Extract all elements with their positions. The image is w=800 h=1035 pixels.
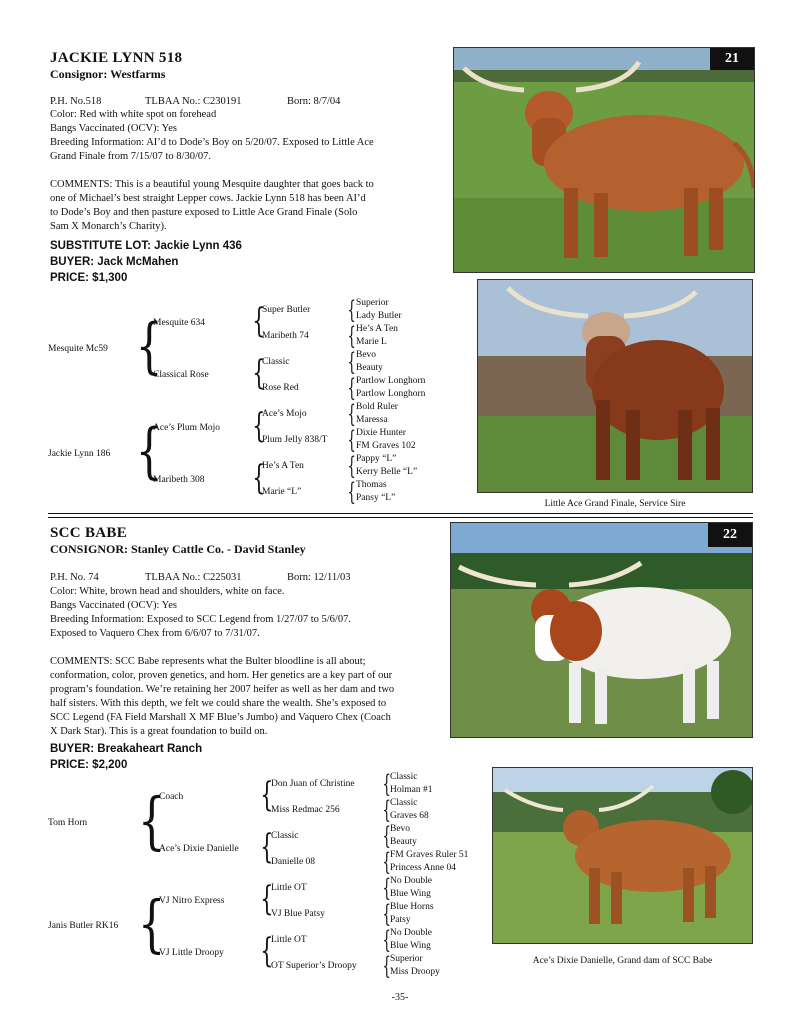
lot22-brace-g4-4: { — [382, 848, 391, 876]
lot22-brace-g4-5: { — [382, 874, 391, 902]
lot21-brace-g4-1: { — [347, 296, 356, 324]
lot22-ph-no: P.H. No. 74 — [50, 572, 99, 583]
lot22-gen3-7: Little OT — [271, 935, 307, 945]
lot22-gen4-14: Blue Wing — [390, 941, 431, 951]
lot21-gen3-5: Ace’s Mojo — [262, 409, 307, 419]
lot21-color: Color: Red with white spot on forehead — [50, 109, 217, 120]
lot22-born: Born: 12/11/03 — [287, 572, 351, 583]
lot21-gen4-5: Bevo — [356, 350, 377, 360]
section-divider-top — [48, 513, 753, 514]
lot22-tlbaa-no: TLBAA No.: C225031 — [145, 572, 242, 583]
lot22-brace-g4-3: { — [382, 822, 391, 850]
lot22-comments-line3: program’s foundation. We’re retaining her 2007 heifer as well as her dam and two — [50, 684, 395, 695]
lot22-gen4-16: Miss Droopy — [390, 967, 440, 977]
lot21-gen3-8: Marie “L” — [262, 487, 302, 497]
lot21-brace-sire: { — [135, 311, 163, 381]
lot22-pedigree-sire: Tom Horn — [48, 818, 88, 828]
lot21-gen4-13: Pappy “L” — [356, 454, 397, 464]
lot21-gen4-16: Pansy “L” — [356, 493, 396, 503]
lot21-brace-g4-3: { — [347, 348, 356, 376]
lot21-price: PRICE: $1,300 — [50, 272, 128, 284]
page-number: -35- — [391, 992, 409, 1003]
lot22-gen4-9: No Double — [390, 876, 432, 886]
lot22-brace-dam: { — [137, 887, 166, 960]
lot21-lot-number-badge: 21 — [710, 48, 754, 70]
lot22-gen2-3: VJ Nitro Express — [159, 896, 225, 906]
lot21-brace-g3-2: { — [252, 353, 266, 393]
lot22-gen3-4: Danielle 08 — [271, 857, 316, 867]
grand-dam-caption: Ace’s Dixie Danielle, Grand dam of SCC Babe — [532, 956, 713, 966]
lot21-gen3-7: He’s A Ten — [262, 461, 304, 471]
lot22-brace-g4-1: { — [382, 770, 391, 798]
lot21-pedigree-dam: Jackie Lynn 186 — [48, 449, 111, 459]
lot21-gen3-6: Plum Jelly 838/T — [262, 435, 328, 445]
lot22-gen4-13: No Double — [390, 928, 432, 938]
lot22-gen3-1: Don Juan of Christine — [271, 779, 355, 789]
lot22-gen4-10: Blue Wing — [390, 889, 431, 899]
lot21-gen4-7: Partlow Longhorn — [356, 376, 426, 386]
lot22-buyer: BUYER: Breakaheart Ranch — [50, 743, 203, 755]
lot22-comments-line6: X Dark Star). This is a great foundation to build on. — [50, 726, 268, 737]
lot22-gen4-15: Superior — [390, 954, 423, 964]
lot21-brace-g4-2: { — [347, 322, 356, 350]
lot22-comments-line2: conformation, color, proven genetics, and horn. Her genetics are a key part of our — [50, 670, 393, 681]
lot22-lot-number-badge: 22 — [708, 523, 752, 547]
lot21-comments-line1: COMMENTS: This is a beautiful young Mesquite daughter that goes back to — [50, 179, 374, 190]
lot22-gen4-6: Beauty — [390, 837, 417, 847]
lot21-gen3-4: Rose Red — [262, 383, 299, 393]
lot22-brace-g3-3: { — [260, 879, 274, 919]
lot21-brace-g4-7: { — [347, 452, 356, 480]
lot21-brace-g4-4: { — [347, 374, 356, 402]
lot21-gen2-3: Ace’s Plum Mojo — [153, 423, 221, 433]
lot21-brace-g3-1: { — [252, 301, 266, 341]
lot22-gen4-3: Classic — [390, 798, 418, 808]
lot21-consignor: Consignor: Westfarms — [50, 67, 166, 81]
lot21-gen4-14: Kerry Belle “L” — [356, 467, 418, 477]
lot21-brace-g4-5: { — [347, 400, 356, 428]
lot22-gen4-2: Holman #1 — [390, 785, 433, 795]
lot21-gen4-1: Superior — [356, 298, 389, 308]
lot22-brace-sire: { — [137, 784, 166, 857]
lot22-bangs: Bangs Vaccinated (OCV): Yes — [50, 600, 177, 611]
lot21-gen4-12: FM Graves 102 — [356, 441, 416, 451]
lot21-gen4-2: Lady Butler — [356, 311, 402, 321]
lot22-brace-g4-6: { — [382, 900, 391, 928]
lot21-breeding-line1: Breeding Information: AI’d to Dode’s Boy on 5/20/07. Exposed to Little Ace — [50, 137, 374, 148]
lot22-gen3-2: Miss Redmac 256 — [271, 805, 340, 815]
lot21-comments-line3: to Dode’s Boy and then pasture exposed to Little Ace Grand Finale (Solo — [50, 207, 358, 218]
lot22-brace-g4-2: { — [382, 796, 391, 824]
lot21-gen4-6: Beauty — [356, 363, 383, 373]
lot22-comments-line5: SCC Legend (FA Field Marshall X MF Blue’s Jumbo) and Vaquero Chex (Coach — [50, 712, 391, 723]
lot21-brace-g4-8: { — [347, 478, 356, 506]
section-divider-bottom — [48, 517, 753, 518]
lot22-gen2-2: Ace’s Dixie Danielle — [159, 844, 239, 854]
lot22-gen3-8: OT Superior’s Droopy — [271, 961, 357, 971]
lot22-brace-g4-8: { — [382, 952, 391, 980]
lot22-gen2-1: Coach — [159, 792, 184, 802]
lot22-price: PRICE: $2,200 — [50, 759, 128, 771]
lot22-consignor: CONSIGNOR: Stanley Cattle Co. - David Stanley — [50, 542, 306, 556]
lot21-title: JACKIE LYNN 518 — [50, 50, 183, 66]
lot21-gen4-11: Dixie Hunter — [356, 428, 406, 438]
lot21-brace-g3-4: { — [252, 458, 266, 498]
lot22-gen4-4: Graves 68 — [390, 811, 429, 821]
lot21-gen4-4: Marie L — [356, 337, 387, 347]
lot22-brace-g4-7: { — [382, 926, 391, 954]
lot22-breeding-line2: Exposed to Vaquero Chex from 6/6/07 to 7/31/07. — [50, 628, 260, 639]
lot22-cow-photo — [450, 522, 753, 738]
lot22-gen4-7: FM Graves Ruler 51 — [390, 850, 469, 860]
lot22-gen4-12: Patsy — [390, 915, 411, 925]
lot21-gen2-2: Classical Rose — [153, 370, 209, 380]
lot22-gen4-11: Blue Horns — [390, 902, 434, 912]
lot21-bangs: Bangs Vaccinated (OCV): Yes — [50, 123, 177, 134]
lot22-gen3-6: VJ Blue Patsy — [271, 909, 325, 919]
lot22-title: SCC BABE — [50, 525, 128, 541]
lot21-ph-no: P.H. No.518 — [50, 96, 102, 107]
lot21-comments-line4: Sam X Monarch’s Charity). — [50, 221, 167, 232]
lot22-color: Color: White, brown head and shoulders, white on face. — [50, 586, 285, 597]
lot21-tlbaa-no: TLBAA No.: C230191 — [145, 96, 242, 107]
lot21-brace-g4-6: { — [347, 426, 356, 454]
lot22-comments-line4: half sisters. With this depth, we felt we could share the wealth. She’s exposed to — [50, 698, 387, 709]
lot21-brace-g3-3: { — [252, 406, 266, 446]
service-sire-caption: Little Ace Grand Finale, Service Sire — [544, 499, 686, 509]
lot21-pedigree-sire: Mesquite Mc59 — [48, 344, 108, 354]
lot21-gen4-15: Thomas — [356, 480, 387, 490]
lot22-brace-g3-4: { — [260, 931, 274, 971]
lot21-comments-line2: one of Michael’s best straight Lepper cows. Jackie Lynn 518 has been AI’d — [50, 193, 366, 204]
lot22-gen4-8: Princess Anne 04 — [390, 863, 456, 873]
lot21-substitute-lot: SUBSTITUTE LOT: Jackie Lynn 436 — [50, 240, 242, 252]
lot22-gen3-3: Classic — [271, 831, 299, 841]
lot22-gen2-4: VJ Little Droopy — [159, 948, 224, 958]
lot21-gen4-9: Bold Ruler — [356, 402, 398, 412]
lot21-brace-dam: { — [135, 416, 163, 486]
lot21-gen2-1: Mesquite 634 — [153, 318, 205, 328]
lot22-comments-line1: COMMENTS: SCC Babe represents what the Bulter bloodline is all about; — [50, 656, 366, 667]
lot22-brace-g3-1: { — [260, 775, 274, 815]
lot22-pedigree-dam: Janis Butler RK16 — [48, 921, 119, 931]
lot21-breeding-line2: Grand Finale from 7/15/07 to 8/30/07. — [50, 151, 211, 162]
lot21-gen4-8: Partlow Longhorn — [356, 389, 426, 399]
grand-dam-photo — [492, 767, 753, 944]
lot21-gen3-2: Maribeth 74 — [262, 331, 309, 341]
lot22-brace-g3-2: { — [260, 827, 274, 867]
lot22-breeding-line1: Breeding Information: Exposed to SCC Legend from 1/27/07 to 5/6/07. — [50, 614, 351, 625]
lot21-born: Born: 8/7/04 — [287, 96, 341, 107]
lot21-gen4-3: He’s A Ten — [356, 324, 398, 334]
lot22-gen4-1: Classic — [390, 772, 418, 782]
lot21-gen3-1: Super Butler — [262, 305, 311, 315]
lot22-gen3-5: Little OT — [271, 883, 307, 893]
lot21-gen3-3: Classic — [262, 357, 290, 367]
lot21-gen4-10: Maressa — [356, 415, 388, 425]
lot21-buyer: BUYER: Jack McMahen — [50, 256, 179, 268]
lot22-gen4-5: Bevo — [390, 824, 411, 834]
service-sire-photo — [477, 279, 753, 493]
lot21-cow-photo — [453, 47, 755, 273]
lot21-gen2-4: Maribeth 308 — [153, 475, 205, 485]
